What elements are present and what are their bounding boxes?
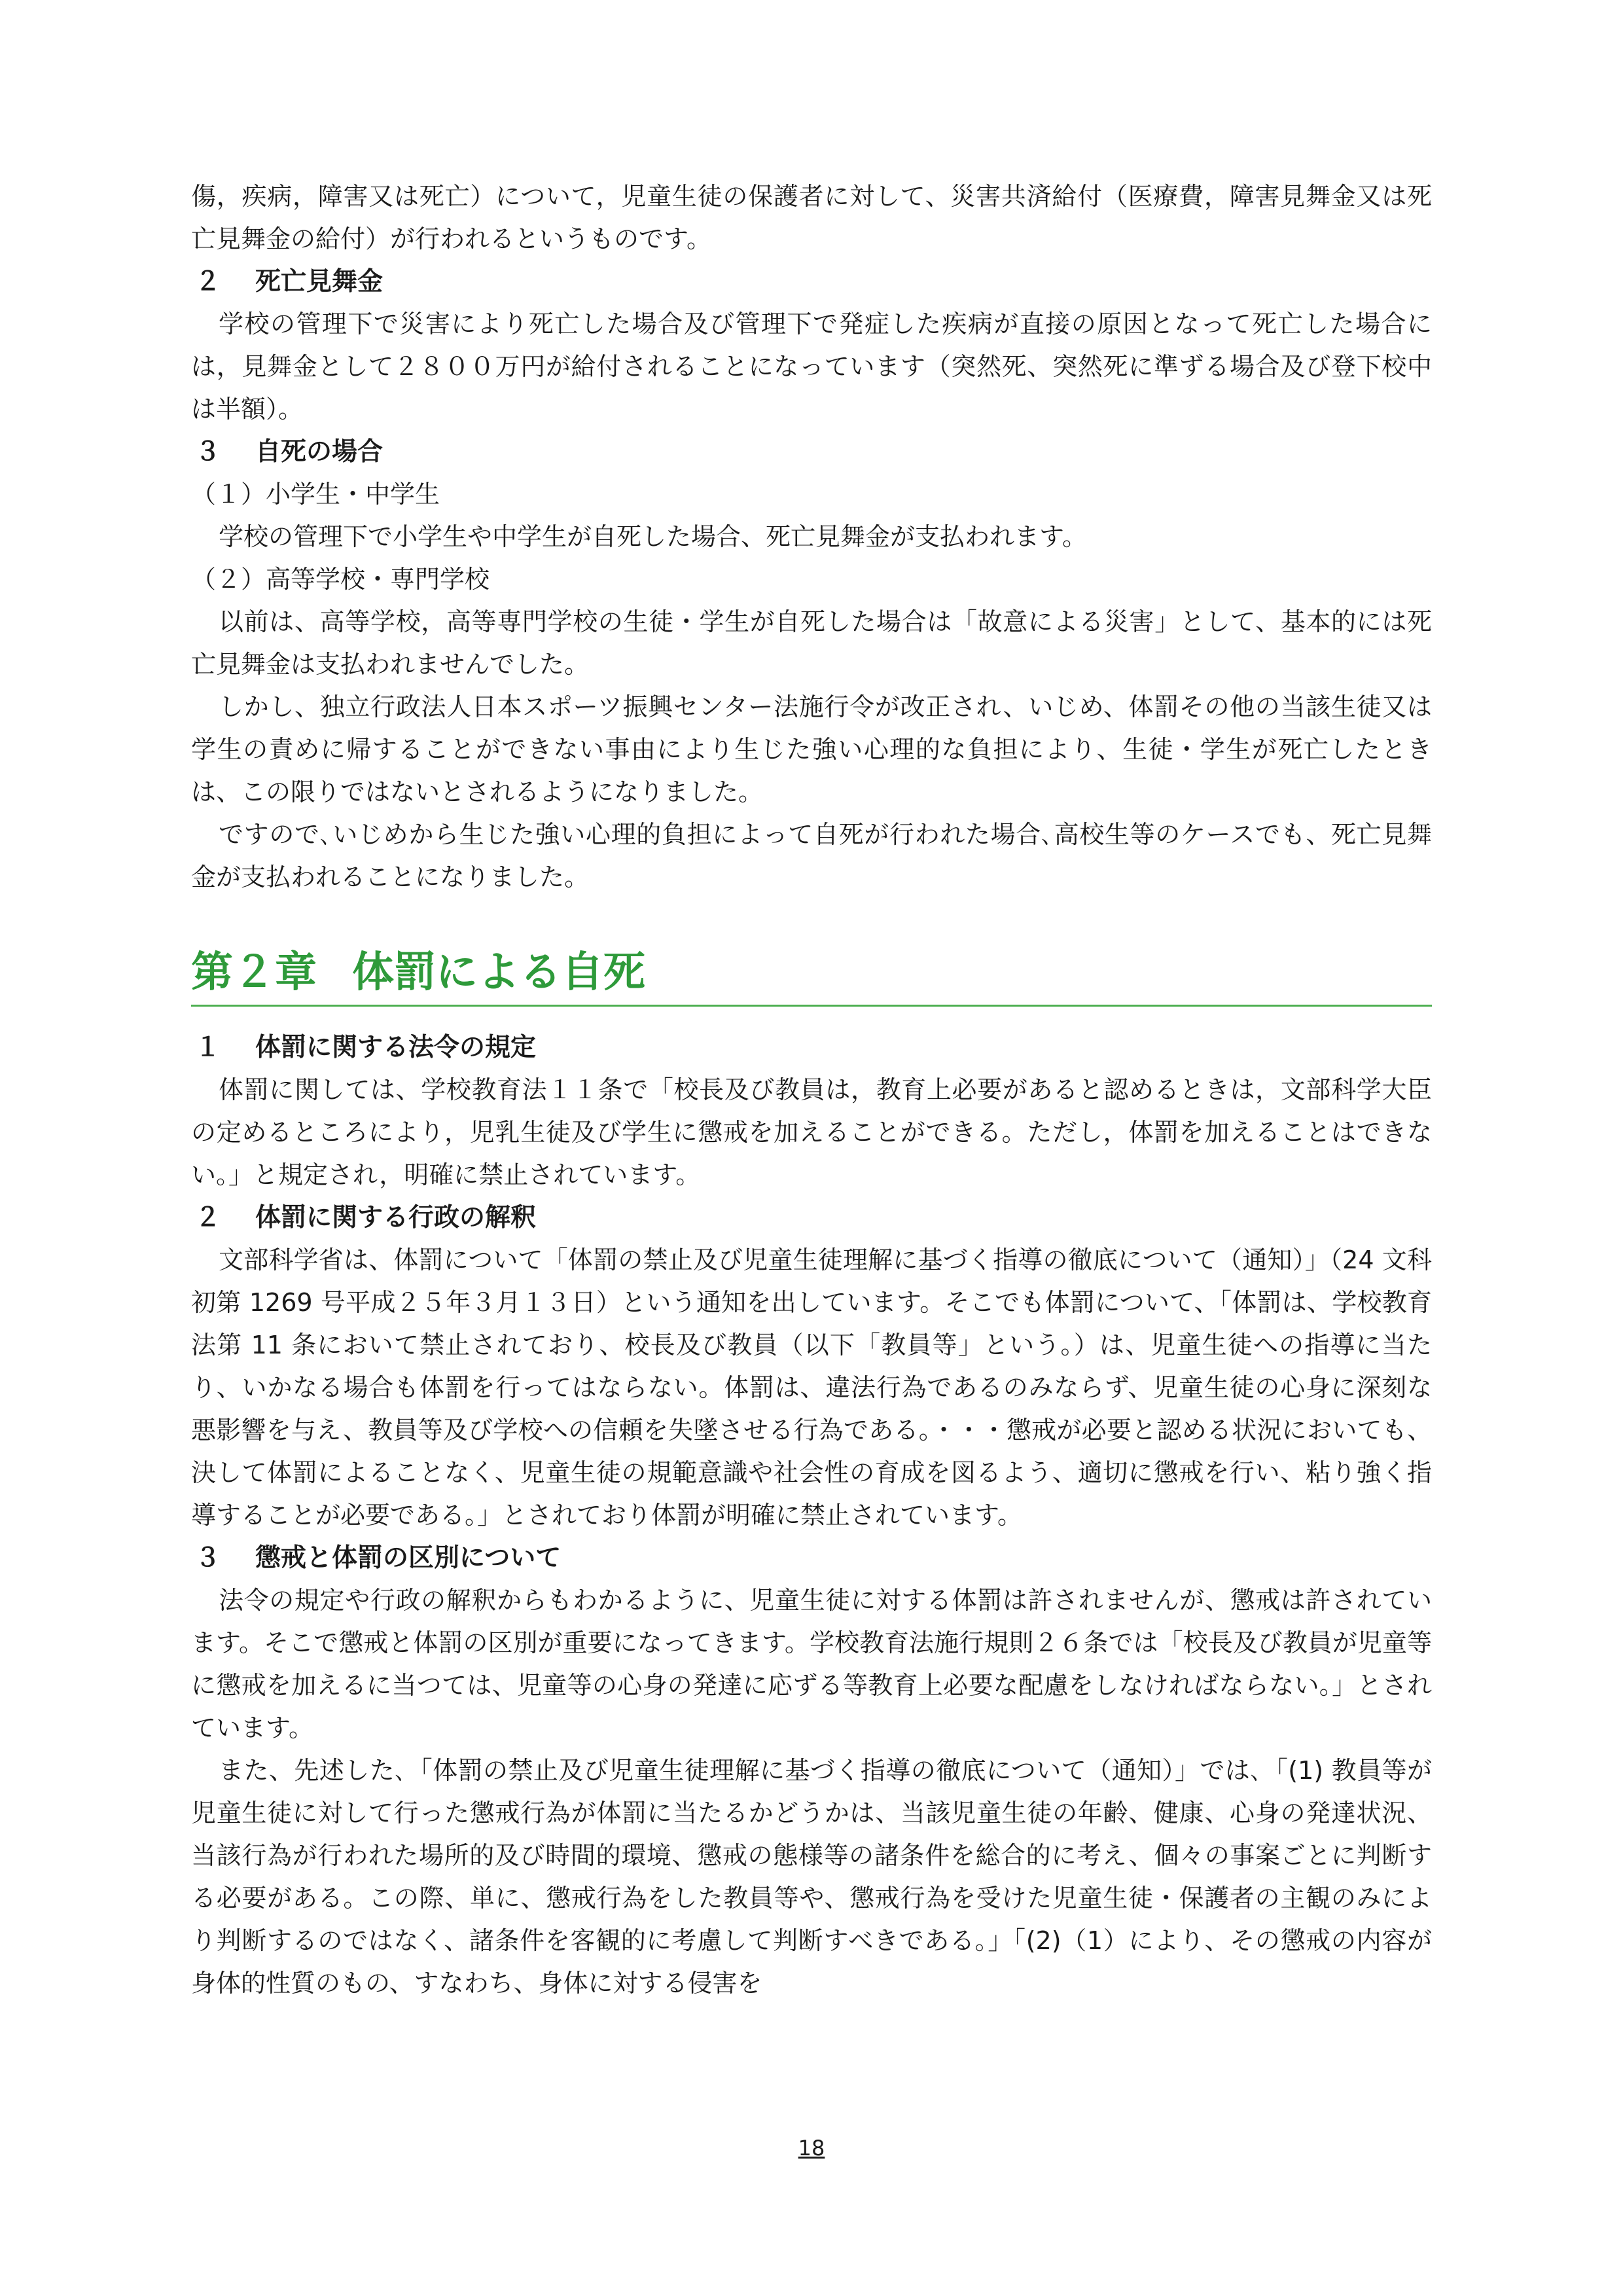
ch2-section3-body1: 法令の規定や行政の解釈からもわかるように、児童生徒に対する体罰は許されませんが、懲戒は許されています。そこで懲戒と体罰の区別が重要になってきます。学校教育法施行規則２６条では「校長及び教員が児童等に懲戒を加えるに当つては、児童等の心身の発達に応ずる等教育上必要な配慮をしなければならない。」とされています。 bbox=[191, 1586, 1432, 1742]
section3-number: ３ bbox=[195, 437, 221, 467]
ch2-section3-body2: また、先述した､「体罰の禁止及び児童生徒理解に基づく指導の徹底について（通知）」では､「(1) 教員等が児童生徒に対して行った懲戒行為が体罰に当たるかどうかは、当該児童生徒の年齢、健康、心身の発達状況、当該行為が行われた場所的及び時間的環境、懲戒の態様等の諸条件を総合的に考え、個々の事案ごとに判断する必要がある。この際、単に、懲戒行為をした教員等や、懲戒行為を受けた児童生徒・保護者の主観のみにより判断するのではなく、諸条件を客観的に考慮して判断すべきである。」「(2)（1）により、その懲戒の内容が身体的性質のもの、すなわち、身体に対する侵害を bbox=[191, 1756, 1432, 1998]
section3-sub2-body3: ですので､いじめから生じた強い心理的負担によって自死が行われた場合､高校生等のケースでも、死亡見舞金が支払われることになりました。 bbox=[191, 820, 1432, 891]
ch2-section1-title: 体罰に関する法令の規定 bbox=[255, 1033, 537, 1062]
ch2-section1-heading bbox=[191, 1026, 1432, 1069]
page-number: 18 bbox=[798, 2136, 825, 2161]
ch2-section2-body: 文部科学省は、体罰について「体罰の禁止及び児童生徒理解に基づく指導の徹底について（通知）」（24 文科初第 1269 号平成２５年３月１３日）という通知を出しています。そこでも体罰について、「体罰は、学校教育法第 11 条において禁止されており、校長及び教員（以下「教員等」という。）は、児童生徒への指導に当たり、いかなる場合も体罰を行ってはならない。体罰は、違法行為であるのみならず、児童生徒の心身に深刻な悪影響を与え、教員等及び学校への信頼を失墜させる行為である。・・・懲戒が必要と認める状況においても、決して体罰によることなく、児童生徒の規範意識や社会性の育成を図るよう、適切に懲戒を行い、粘り強く指導することが必要である。」とされており体罰が明確に禁止されています。 bbox=[191, 1246, 1432, 1530]
chapter-header bbox=[191, 943, 1432, 1007]
section2-heading bbox=[191, 260, 1432, 303]
ch2-section3-title: 懲戒と体罰の区別について bbox=[255, 1543, 562, 1573]
section3-title: 自死の場合 bbox=[255, 437, 383, 467]
chapter-name: 体罰による自死 bbox=[352, 948, 645, 997]
document-page bbox=[191, 175, 1432, 2005]
section3-sub2-title: （２）高等学校・専門学校 bbox=[191, 565, 490, 594]
ch2-section2-number: ２ bbox=[195, 1203, 221, 1232]
ch2-section3-heading bbox=[191, 1537, 1432, 1579]
section2-body: 学校の管理下で災害により死亡した場合及び管理下で発症した疾病が直接の原因となって死亡した場合には，見舞金として２８００万円が給付されることになっています（突然死、突然死に準ずる場合及び登下校中は半額）。 bbox=[191, 310, 1432, 423]
ch2-section1-number: １ bbox=[195, 1033, 221, 1062]
section3-sub1-body: 学校の管理下で小学生や中学生が自死した場合、死亡見舞金が支払われます。 bbox=[219, 522, 1087, 551]
section3-sub2-body1: 以前は、高等学校，高等専門学校の生徒・学生が自死した場合は「故意による災害」として、基本的には死亡見舞金は支払われませんでした。 bbox=[191, 607, 1432, 679]
section3-sub1-title: （１）小学生・中学生 bbox=[191, 480, 440, 509]
section3-heading bbox=[191, 431, 1432, 473]
ch2-section2-heading bbox=[191, 1196, 1432, 1239]
chapter-title bbox=[191, 943, 1432, 1002]
section1-intro: 傷，疾病，障害又は死亡）について，児童生徒の保護者に対して、災害共済給付（医療費，障害見舞金又は死亡見舞金の給付）が行われるというものです。 bbox=[191, 182, 1432, 253]
ch2-section3-number: ３ bbox=[195, 1543, 221, 1573]
chapter-number: 第２章 bbox=[191, 948, 317, 997]
section2-title: 死亡見舞金 bbox=[255, 267, 383, 296]
section2-number: ２ bbox=[195, 267, 221, 296]
ch2-section2-title: 体罰に関する行政の解釈 bbox=[255, 1203, 537, 1232]
section3-sub2-body2: しかし、独立行政法人日本スポーツ振興センター法施行令が改正され、いじめ、体罰その他の当該生徒又は学生の責めに帰することができない事由により生じた強い心理的な負担により、生徒・学生が死亡したときは、この限りではないとされるようになりました。 bbox=[191, 692, 1432, 806]
ch2-section1-body: 体罰に関しては、学校教育法１１条で「校長及び教員は，教育上必要があると認めるときは，文部科学大臣の定めるところにより，児乳生徒及び学生に懲戒を加えることができる。ただし，体罰を加えることはできない。」と規定され，明確に禁止されています。 bbox=[191, 1075, 1432, 1189]
